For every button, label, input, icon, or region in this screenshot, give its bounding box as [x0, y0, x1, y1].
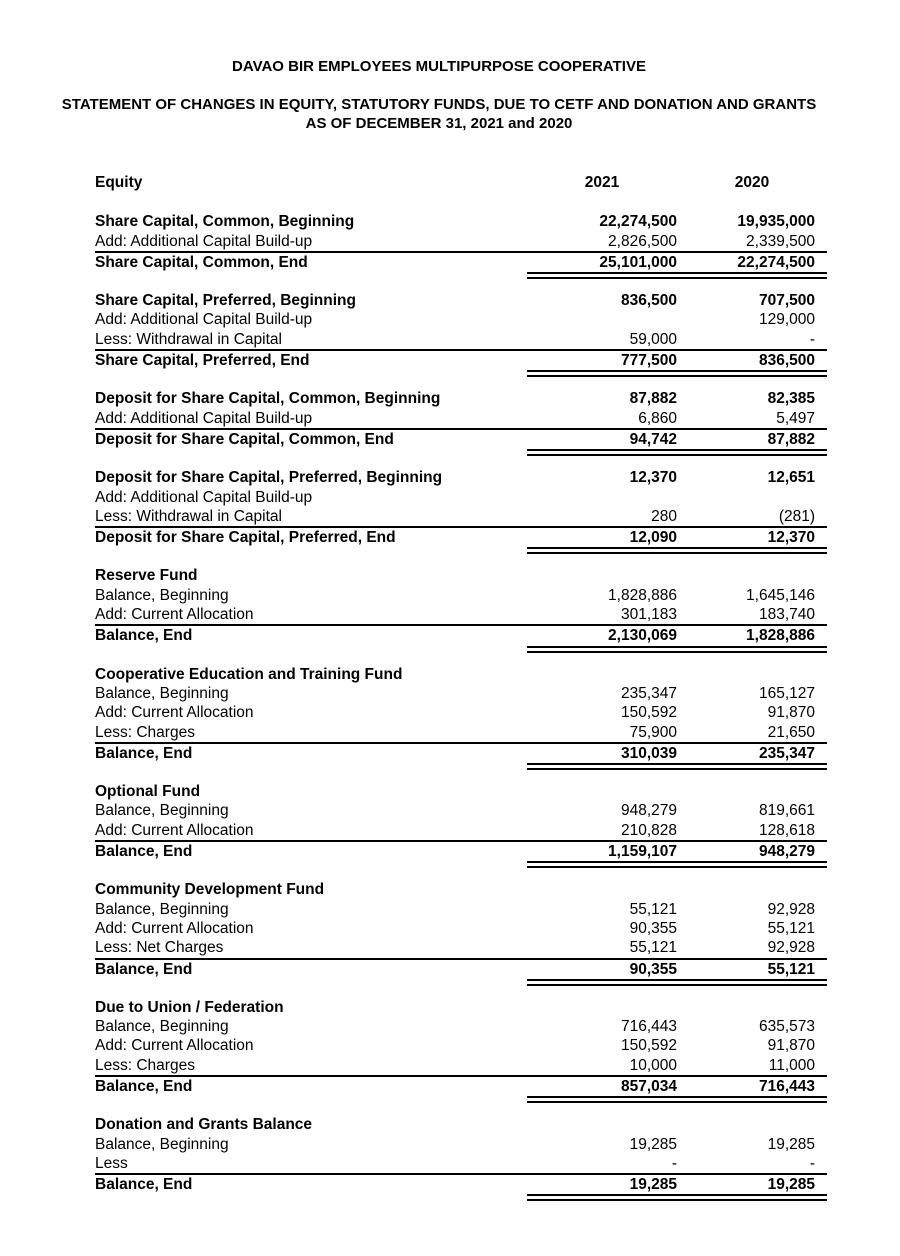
- line-item-label: Share Capital, Common, End: [95, 253, 308, 271]
- section-title-row: [95, 1115, 827, 1134]
- fund-section: [95, 389, 827, 456]
- value-2021: 857,034: [620, 1077, 677, 1095]
- line-item-label: Balance, Beginning: [95, 586, 229, 604]
- value-2021: [527, 488, 677, 507]
- value-2020: [677, 880, 827, 899]
- value-2021: -: [671, 1154, 677, 1172]
- value-2021: 150,592: [620, 1037, 677, 1055]
- line-item-label: Balance, End: [95, 843, 193, 861]
- document-header: [0, 0, 878, 133]
- line-item-label: Deposit for Share Capital, Preferred, Beginning: [95, 469, 443, 487]
- fund-section: [95, 468, 827, 554]
- line-item-row: [95, 723, 827, 742]
- value-2021: 75,900: [629, 723, 677, 741]
- line-item-label: Add: Current Allocation: [95, 919, 254, 937]
- value-2020: 836,500: [758, 352, 815, 370]
- line-item-label: Balance, Beginning: [95, 900, 229, 918]
- section-title: Due to Union / Federation: [95, 998, 284, 1016]
- line-item-label: Balance, Beginning: [95, 802, 229, 820]
- value-2020: -: [809, 330, 815, 348]
- value-2020: 635,573: [758, 1018, 815, 1036]
- value-2020: 716,443: [758, 1077, 815, 1095]
- value-2021: 210,828: [620, 821, 677, 839]
- value-2021: 55,121: [629, 939, 677, 957]
- value-2020: 5,497: [776, 409, 815, 427]
- value-2020: [677, 488, 827, 507]
- value-2021: 1,159,107: [608, 843, 677, 861]
- line-item-label: Balance, End: [95, 960, 193, 978]
- line-item-label: Deposit for Share Capital, Common, Beginning: [95, 390, 441, 408]
- line-item-label: Add: Current Allocation: [95, 821, 254, 839]
- fund-section: [95, 665, 827, 770]
- line-item-label: Add: Additional Capital Build-up: [95, 232, 313, 250]
- value-2020: 948,279: [758, 843, 815, 861]
- section-title: Optional Fund: [95, 783, 201, 801]
- value-2020: 1,828,886: [746, 627, 815, 645]
- value-2021: 235,347: [620, 684, 677, 702]
- value-2020: 92,928: [767, 900, 815, 918]
- line-item-row: [95, 1036, 827, 1055]
- value-2021: 310,039: [620, 744, 677, 762]
- double-rule: [527, 861, 827, 868]
- column-header-2020: 2020: [734, 174, 770, 191]
- value-2020: [677, 1115, 827, 1134]
- line-item-row: [95, 310, 827, 329]
- value-2021: 25,101,000: [599, 253, 677, 271]
- value-2021: [527, 566, 677, 585]
- line-item-label: Balance, End: [95, 627, 193, 645]
- value-2020: [677, 665, 827, 684]
- statement-table: [95, 173, 827, 1201]
- line-item-label: Less: Withdrawal in Capital: [95, 330, 282, 348]
- line-item-row: [95, 1056, 827, 1075]
- value-2021: [527, 310, 677, 329]
- line-item-label: Less: [95, 1154, 128, 1172]
- line-item-label: Share Capital, Preferred, Beginning: [95, 292, 356, 310]
- value-2021: 836,500: [620, 292, 677, 310]
- value-2021: 12,370: [629, 469, 677, 487]
- value-2020: 2,339,500: [746, 232, 815, 250]
- total-row: [95, 428, 827, 447]
- value-2021: 2,826,500: [608, 232, 677, 250]
- value-2021: 10,000: [629, 1056, 677, 1074]
- value-2021: 716,443: [620, 1018, 677, 1036]
- line-item-label: Balance, Beginning: [95, 1135, 229, 1153]
- value-2020: 21,650: [767, 723, 815, 741]
- line-item-label: Balance, End: [95, 1077, 193, 1095]
- value-2020: 92,928: [767, 939, 815, 957]
- line-item-label: Add: Current Allocation: [95, 704, 254, 722]
- double-rule: [527, 1096, 827, 1103]
- column-header-row: [95, 173, 827, 192]
- line-item-row: [95, 703, 827, 722]
- total-row: [95, 840, 827, 859]
- section-title: Cooperative Education and Training Fund: [95, 665, 403, 683]
- line-item-label: Balance, End: [95, 1176, 193, 1194]
- line-item-label: Balance, Beginning: [95, 1018, 229, 1036]
- line-item-label: Less: Charges: [95, 723, 195, 741]
- value-2021: 19,285: [629, 1176, 677, 1194]
- line-item-label: Add: Additional Capital Build-up: [95, 488, 313, 506]
- total-row: [95, 1173, 827, 1192]
- value-2020: [677, 998, 827, 1017]
- double-rule: [527, 979, 827, 986]
- value-2020: 707,500: [758, 292, 815, 310]
- value-2021: 1,828,886: [608, 586, 677, 604]
- organization-name: DAVAO BIR EMPLOYEES MULTIPURPOSE COOPERATIVE: [232, 58, 646, 75]
- line-item-row: [95, 801, 827, 820]
- line-item-label: Less: Charges: [95, 1056, 195, 1074]
- line-item-row: [95, 330, 827, 349]
- section-title-row: [95, 782, 827, 801]
- value-2021: 301,183: [620, 606, 677, 624]
- value-2020: 183,740: [758, 606, 815, 624]
- value-2021: 94,742: [629, 430, 677, 448]
- value-2020: 129,000: [758, 311, 815, 329]
- line-item-label: Balance, Beginning: [95, 684, 229, 702]
- total-row: [95, 958, 827, 977]
- value-2021: [527, 665, 677, 684]
- value-2021: [527, 998, 677, 1017]
- value-2021: 150,592: [620, 704, 677, 722]
- value-2020: 128,618: [758, 821, 815, 839]
- value-2020: 91,870: [767, 1037, 815, 1055]
- line-item-label: Less: Withdrawal in Capital: [95, 507, 282, 525]
- line-item-label: Deposit for Share Capital, Preferred, End: [95, 529, 396, 547]
- value-2021: [527, 880, 677, 899]
- line-item-label: Add: Current Allocation: [95, 1037, 254, 1055]
- double-rule: [527, 449, 827, 456]
- section-title-row: [95, 880, 827, 899]
- line-item-row: [95, 488, 827, 507]
- value-2020: 91,870: [767, 704, 815, 722]
- line-item-row: [95, 291, 827, 310]
- section-title: Community Development Fund: [95, 881, 325, 899]
- value-2020: 165,127: [758, 684, 815, 702]
- value-2020: 19,285: [767, 1135, 815, 1153]
- fund-section: [95, 880, 827, 985]
- total-row: [95, 624, 827, 643]
- double-rule: [527, 370, 827, 377]
- fund-section: [95, 782, 827, 868]
- column-header-2021: 2021: [584, 174, 620, 191]
- line-item-row: [95, 212, 827, 231]
- value-2020: [677, 782, 827, 801]
- section-title-row: [95, 665, 827, 684]
- value-2021: 12,090: [629, 529, 677, 547]
- value-2020: 22,274,500: [737, 253, 815, 271]
- value-2020: 12,651: [767, 469, 815, 487]
- line-item-row: [95, 389, 827, 408]
- value-2020: 19,935,000: [737, 213, 815, 231]
- value-2021: 59,000: [629, 330, 677, 348]
- double-rule: [527, 646, 827, 653]
- double-rule: [527, 1194, 827, 1201]
- total-row: [95, 349, 827, 368]
- line-item-row: [95, 900, 827, 919]
- statement-title: STATEMENT OF CHANGES IN EQUITY, STATUTORY FUNDS, DUE TO CETF AND DONATION AND GRANTS: [61, 96, 817, 113]
- line-item-row: [95, 821, 827, 840]
- value-2021: 22,274,500: [599, 213, 677, 231]
- total-row: [95, 251, 827, 270]
- line-item-row: [95, 586, 827, 605]
- section-title-row: [95, 566, 827, 585]
- value-2021: [527, 1115, 677, 1134]
- section-title: Donation and Grants Balance: [95, 1116, 313, 1134]
- line-item-label: Deposit for Share Capital, Common, End: [95, 430, 394, 448]
- value-2021: 6,860: [638, 409, 677, 427]
- statement-table-body: [95, 212, 827, 1201]
- line-item-row: [95, 1154, 827, 1173]
- double-rule: [527, 547, 827, 554]
- value-2020: 12,370: [767, 529, 815, 547]
- value-2020: -: [809, 1154, 815, 1172]
- line-item-row: [95, 1135, 827, 1154]
- value-2021: 87,882: [629, 390, 677, 408]
- column-header-equity: Equity: [95, 174, 143, 191]
- value-2020: 19,285: [767, 1176, 815, 1194]
- value-2020: 11,000: [768, 1056, 815, 1074]
- fund-section: [95, 291, 827, 377]
- value-2020: 55,121: [767, 960, 815, 978]
- section-title-row: [95, 998, 827, 1017]
- value-2020: 235,347: [758, 744, 815, 762]
- line-item-row: [95, 1017, 827, 1036]
- line-item-label: Share Capital, Common, Beginning: [95, 213, 355, 231]
- value-2020: 82,385: [767, 390, 815, 408]
- line-item-row: [95, 409, 827, 428]
- value-2020: (281): [778, 507, 815, 525]
- line-item-row: [95, 605, 827, 624]
- statement-period: AS OF DECEMBER 31, 2021 and 2020: [305, 115, 573, 132]
- line-item-row: [95, 468, 827, 487]
- line-item-label: Share Capital, Preferred, End: [95, 352, 310, 370]
- value-2021: 90,355: [629, 919, 677, 937]
- value-2020: 819,661: [758, 802, 815, 820]
- fund-section: [95, 212, 827, 279]
- value-2021: 777,500: [620, 352, 677, 370]
- fund-section: [95, 566, 827, 652]
- value-2020: 1,645,146: [746, 586, 815, 604]
- value-2021: 55,121: [629, 900, 677, 918]
- line-item-label: Add: Current Allocation: [95, 606, 254, 624]
- line-item-row: [95, 507, 827, 526]
- line-item-row: [95, 938, 827, 957]
- value-2020: 55,121: [767, 919, 815, 937]
- double-rule: [527, 272, 827, 279]
- section-title: Reserve Fund: [95, 567, 198, 585]
- line-item-row: [95, 919, 827, 938]
- line-item-label: Balance, End: [95, 744, 193, 762]
- value-2021: 280: [651, 507, 677, 525]
- total-row: [95, 1075, 827, 1094]
- value-2021: 19,285: [629, 1135, 677, 1153]
- total-row: [95, 742, 827, 761]
- line-item-label: Less: Net Charges: [95, 939, 224, 957]
- line-item-label: Add: Additional Capital Build-up: [95, 311, 313, 329]
- value-2020: 87,882: [767, 430, 815, 448]
- fund-section: [95, 1115, 827, 1201]
- line-item-row: [95, 232, 827, 251]
- line-item-label: Add: Additional Capital Build-up: [95, 409, 313, 427]
- total-row: [95, 526, 827, 545]
- value-2021: 90,355: [629, 960, 677, 978]
- value-2021: [527, 782, 677, 801]
- double-rule: [527, 763, 827, 770]
- value-2021: 2,130,069: [608, 627, 677, 645]
- value-2021: 948,279: [620, 802, 677, 820]
- value-2020: [677, 566, 827, 585]
- fund-section: [95, 998, 827, 1103]
- line-item-row: [95, 684, 827, 703]
